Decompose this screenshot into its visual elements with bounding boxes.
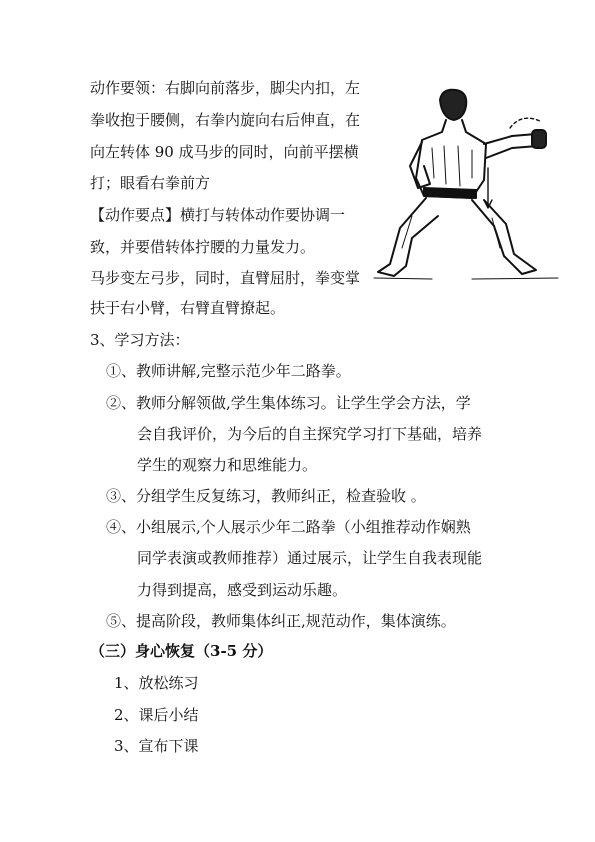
learning-item-5: ⑤、提高阶段，教师集体纠正,规范动作，集体演练。 xyxy=(106,612,456,630)
figure-right-leg xyxy=(472,200,536,274)
figure-belt xyxy=(424,188,476,198)
martial-arts-figure-illustration xyxy=(372,88,560,284)
mabu-para-line-1: 马步变左弓步，同时，直臂屈肘，拳变掌 xyxy=(90,269,361,287)
figure-torso xyxy=(416,120,486,198)
top-para-line-4: 打；眼看右拳前方 xyxy=(90,174,211,192)
learning-item-4-line-3: 力得到提高，感受到运动乐趣。 xyxy=(137,581,348,599)
key-points-line-2: 致，并要借转体拧腰的力量发力。 xyxy=(90,238,316,256)
figure-head xyxy=(440,90,466,120)
top-para-line-1: 动作要领：右脚向前落步，脚尖内扣，左 xyxy=(90,79,361,97)
figure-motion-arc xyxy=(510,118,542,128)
learning-item-3: ③、分组学生反复练习，教师纠正，检查验收 。 xyxy=(106,487,426,505)
top-para-line-2: 拳收抱于腰侧，右拳内旋向右后伸直，在 xyxy=(90,111,361,129)
recovery-heading: （三）身心恢复（3-5 分） xyxy=(90,642,273,660)
figure-right-arm xyxy=(484,134,538,158)
top-para-line-3: 向左转体 90 成马步的同时，向前平摆横 xyxy=(90,143,359,161)
learning-item-2-line-3: 学生的观察力和思维能力。 xyxy=(137,456,318,474)
figure-ground-line xyxy=(374,278,558,279)
learning-heading: 3、学习方法： xyxy=(90,331,190,349)
recovery-item-2: 2、课后小结 xyxy=(114,706,199,724)
learning-item-2-line-1: ②、教师分解领做,学生集体练习。让学生学会方法，学 xyxy=(106,394,471,412)
figure-right-fist xyxy=(532,130,546,148)
learning-item-2-line-2: 会自我评价，为今后的自主探究学习打下基础，培养 xyxy=(137,425,483,443)
learning-item-4-line-1: ④、小组展示,个人展示少年二路拳（小组推荐动作娴熟 xyxy=(106,518,471,536)
mabu-para-line-2: 扶于右小臂，右臂直臂撩起。 xyxy=(90,299,286,317)
recovery-item-3: 3、宣布下课 xyxy=(114,737,199,755)
figure-left-leg xyxy=(378,198,438,276)
learning-item-4-line-2: 同学表演或教师推荐）通过展示，让学生自我表现能 xyxy=(137,549,483,567)
recovery-item-1: 1、放松练习 xyxy=(114,674,199,692)
learning-item-1: ①、教师讲解,完整示范少年二路拳。 xyxy=(106,362,351,380)
key-points-line-1: 【动作要点】横打与转体动作要协调一 xyxy=(90,206,346,224)
